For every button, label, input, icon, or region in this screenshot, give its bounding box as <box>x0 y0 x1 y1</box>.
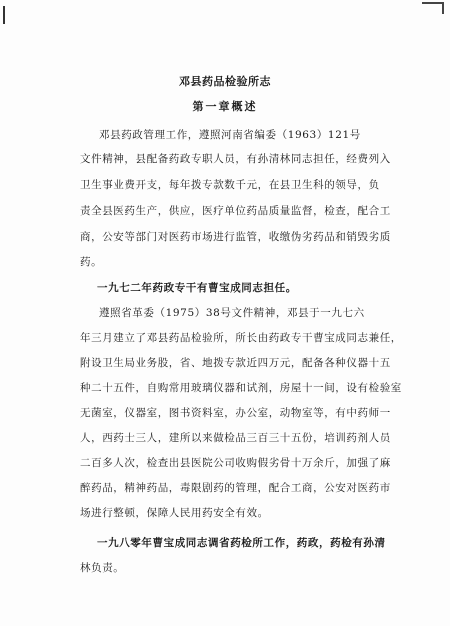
text-line-12: 无菌室，仪器室，图书资料室，办公室，动物室等，有中药师一 <box>80 407 391 419</box>
text-line-8: 遵照省革委（1975）38号文件精神，邓县于一九七六 <box>99 307 365 319</box>
scan-corner-mark <box>422 2 444 14</box>
text-line-10: 附设卫生局业务股，省、地拨专款近四万元，配备各种仪器十五 <box>80 357 391 369</box>
text-line-9: 年三月建立了邓县药品检验所，所长由药政专干曹宝成同志兼任， <box>80 332 402 344</box>
text-line-16: 场进行整顿，保障人民用药安全有效。 <box>80 507 269 519</box>
text-line-1: 邓县药政管理工作，遵照河南省编委（1963）121号 <box>99 129 361 141</box>
text-line-18: 林负责。 <box>80 562 125 574</box>
text-line-14: 二百多人次，检查出县医院公司收购假劣骨十万余斤，加强了麻 <box>80 457 391 469</box>
scan-edge-mark <box>3 6 5 24</box>
chapter-heading: 第一章概述 <box>192 100 258 113</box>
text-line-3: 卫生事业费开支，每年拨专款数千元，在县卫生科的领导，负 <box>80 179 380 191</box>
text-line-13: 人，西药士三人，建所以来做检品三百三十五份，培训药剂人员 <box>80 432 391 444</box>
text-line-2: 文件精神，县配备药政专职人员，有孙清林同志担任，经费列入 <box>80 153 391 165</box>
text-line-17: 一九八零年曹宝成同志调省药检所工作，药政，药检有孙清 <box>97 537 386 549</box>
text-line-6: 药。 <box>80 256 103 268</box>
text-line-7: 一九七二年药政专干有曹宝成同志担任。 <box>97 282 297 294</box>
text-line-15: 醉药品，精神药品，毒限剧药的管理，配合工商，公安对医药市 <box>80 482 391 494</box>
text-line-4: 责全县医药生产，供应，医疗单位药品质量监督，检查，配合工 <box>80 205 391 217</box>
text-line-5: 商，公安等部门对医药市场进行监管，收缴伪劣药品和销毁劣质 <box>80 231 391 243</box>
document-title: 邓县药品检验所志 <box>179 75 271 88</box>
text-line-11: 种二十五件，自购常用玻璃仪器和试剂，房屋十一间，设有检验室 <box>80 382 402 394</box>
